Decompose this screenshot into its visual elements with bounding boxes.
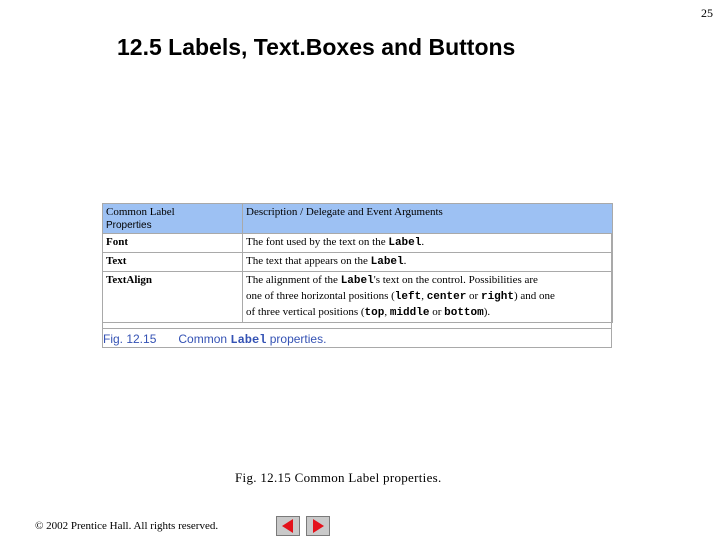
property-name: Text xyxy=(103,253,243,272)
page-number: 25 xyxy=(701,6,713,20)
copyright: © 2002 Prentice Hall. All rights reserved. xyxy=(35,520,219,532)
figure-caption: Fig. 12.15 Common Label properties. xyxy=(235,470,442,485)
table-row xyxy=(103,272,613,323)
table-row xyxy=(103,234,613,253)
arrow-left-icon xyxy=(277,517,299,535)
figure-number: Fig. 12.15 xyxy=(103,332,157,346)
arrow-right-icon xyxy=(307,517,329,535)
table-header-row xyxy=(103,204,613,234)
properties-table xyxy=(102,203,613,323)
next-slide-button[interactable] xyxy=(306,516,330,536)
property-name: Font xyxy=(103,234,243,253)
table-row xyxy=(103,253,613,272)
property-description: The font used by the text on the Label. xyxy=(243,234,613,253)
property-name: TextAlign xyxy=(103,272,243,323)
property-description: The alignment of the Label's text on the control. Possibilities are one of three horizontal positions (left, center or right) and one of three vertical positions (top, middle or bottom). xyxy=(243,272,613,323)
header-common-label: Common Label xyxy=(106,206,175,218)
header-properties: Properties xyxy=(106,220,152,231)
properties-figure xyxy=(102,203,612,348)
property-description: The text that appears on the Label. xyxy=(243,253,613,272)
figure-caption-text: Common Label properties. xyxy=(178,332,327,347)
header-cell-properties xyxy=(103,204,243,234)
slide-title: 12.5 Labels, Text.Boxes and Buttons xyxy=(117,34,516,60)
figure-inline-caption xyxy=(103,328,611,349)
previous-slide-button[interactable] xyxy=(276,516,300,536)
header-cell-description: Description / Delegate and Event Arguments xyxy=(243,204,613,234)
